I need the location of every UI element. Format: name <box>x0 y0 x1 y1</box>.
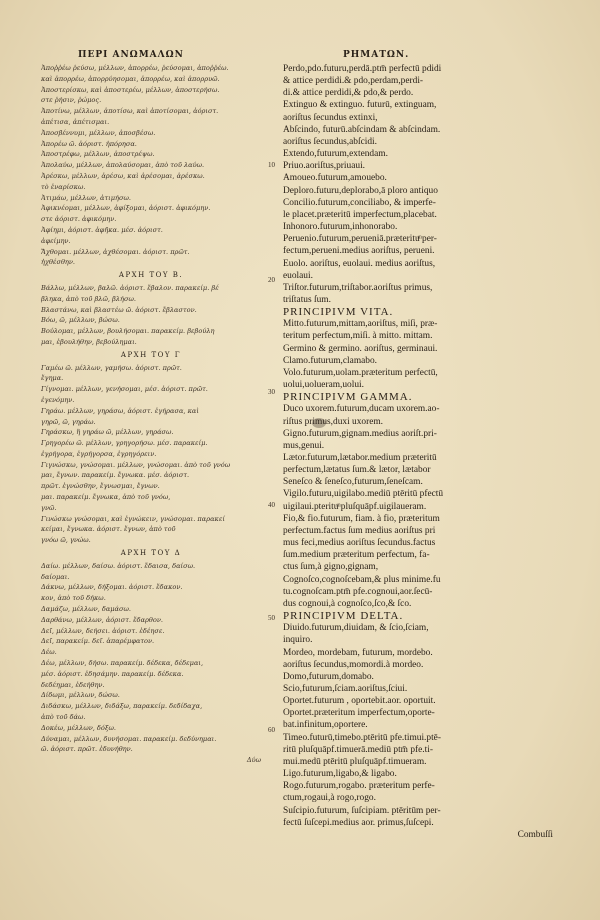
latin-text-line: Extinguo & extinguo. futurū, extinguam, <box>283 100 437 111</box>
latin-text-line: Priuo.aoriſtus,priuaui. <box>283 161 366 172</box>
latin-text-line: Amoueo.futurum,amouebo. <box>283 173 387 184</box>
greek-text-line: δεδέημαι, ἐδεήθην. <box>41 680 105 689</box>
latin-text-line: ritū pluſquāpf.timuerā.mediū ptm̄ pfe.ti- <box>283 744 433 755</box>
greek-text-line: Δαρθάνω, μέλλων, ἀόριστ. ἔδαρθον. <box>41 615 163 624</box>
latin-text-line: Clamo.futurum,clamabo. <box>283 355 377 366</box>
latin-section-heading: PRINCIPIVM VITA. <box>283 306 394 319</box>
latin-text-line: tu.cognoſcam.ptm̄ pfe.cognoui,aor.ſecū- <box>283 586 433 597</box>
greek-text-line: ἀπὸ τοῦ δάω. <box>41 713 86 722</box>
greek-catchword: Δύω <box>246 756 261 765</box>
greek-text-line: Ἀφίημι, ἀόριστ. ἀφῆκα. μέσ. ἀόριστ. <box>41 225 163 234</box>
latin-text-line: uolui,uolueram,uolui. <box>283 380 364 391</box>
latin-text-line: Triſtor.futurum,triſtabor.aoriſtus primus, <box>283 282 433 293</box>
greek-text-line: γνόω ῶ, γνώω. <box>41 536 91 545</box>
greek-text-line: Βούλομαι, μέλλων, βουλήσομαι. παρακείμ. βεβούλη <box>41 327 215 336</box>
line-number: 10 <box>268 161 275 169</box>
latin-text-line: Perdo,pdo.futuru,perdā.ptm̄ perfectū pdidi <box>283 64 442 74</box>
greek-text-line: Δοκέω, μέλλων, δόξω. <box>41 723 116 732</box>
latin-text-line: Oportet.præteritum imperfectum,oporte- <box>283 708 435 719</box>
greek-text-line: Γηράω. μέλλων, γηράσω, ἀόριστ. ἐγήρασα, καὶ <box>41 406 199 415</box>
latin-section-heading: PRINCIPIVM DELTA. <box>283 610 404 623</box>
greek-text-line: Ἀφικνέομαι, μέλλων, ἀφίξομαι, ἀόριστ. ἀφικόμην. <box>41 204 211 213</box>
greek-text-line: γνῶ. <box>41 503 57 512</box>
latin-text-line: di.& attice perdidi,& pdo,& perdo. <box>283 88 414 99</box>
greek-text-line: ἐγρήγορα, ἐγρήγορσα, ἐγρηγόρειν. <box>41 449 157 458</box>
greek-text-line: Ἀτιμάω, μέλλων, ἀτιμήσω. <box>41 193 131 202</box>
latin-text-line: Peruenio.futurum,perueniā.præterituͫ per- <box>283 234 437 245</box>
greek-text-line: Ἀποστρέφω, μέλλων, ἀποστρέψω. <box>41 150 155 159</box>
latin-text-line: mui.medū ptēritū pluſquāpf.timueram. <box>283 756 427 767</box>
latin-text-line: dus cognoui,à cognoſco,ſco,& ſco. <box>283 598 412 609</box>
greek-text-line: Ἀπορέω ῶ. ἀόριστ. ἠπόρησα. <box>41 139 137 148</box>
greek-text-line: γηρῶ, ῶ, γηράω. <box>41 417 96 426</box>
greek-text-line: Γηράσκω, ἢ γηράω ῶ, μέλλων, γηράσω. <box>41 428 174 437</box>
latin-text-line: mus feci,medius aoriſtus ſecundus.factus <box>283 538 436 549</box>
greek-text-line: Ἄχθομαι. μέλλων, ἀχθέσομαι. ἀόριστ. πρῶτ. <box>41 247 190 256</box>
latin-text-line: Germino & germino. aoriſtus, germinaui. <box>283 343 438 354</box>
greek-section-heading: ΑΡΧΗ ΤΟΥ Δ <box>120 549 182 558</box>
running-header-left: ΠΕΡΙ ΑΝΩΜΑΛΩΝ <box>78 50 184 60</box>
latin-text-line: Cognoſco,cognoſcebam,& plus minime.fu <box>283 574 441 585</box>
latin-text-line: riſtus primus,duxi uxorem. <box>283 416 383 427</box>
greek-text-line: ἀπέτισα, ἀπέτισμαι. <box>41 117 110 126</box>
greek-text-line: στε ῥήσιν, ῥώμος. <box>41 96 102 105</box>
greek-text-line: Δαίω. μέλλων, δαίσω. ἀόριστ. ἔδαισα, δαίσω. <box>41 561 196 570</box>
greek-text-line: Διδάσκω, μέλλων, διδάξω, παρακείμ. δεδίδαχα, <box>41 702 203 711</box>
greek-text-line: Δαμάζω, μέλλων, δαμάσω. <box>41 605 131 614</box>
greek-text-line: Ἀρέσκω, μέλλων, ἀρέσω, καὶ ἀρέσομαι, ἀρέσκω. <box>41 171 205 180</box>
latin-text-line: Seneſco & ſeneſco,futurum,ſeneſcam. <box>283 477 423 488</box>
line-number: 20 <box>268 276 275 284</box>
latin-text-line: inquiro. <box>283 635 313 646</box>
line-number: 40 <box>268 501 275 509</box>
greek-text-line: δαίομαι. <box>41 572 70 581</box>
latin-text-line: & attice perdidi.& pdo,perdam,perdi- <box>283 76 424 87</box>
greek-text-line: καὶ ἀπορρέω, ἀπορρύησομαι, ἀπορρέω, καὶ ἀπορρυῶ. <box>41 74 220 83</box>
greek-section-heading: ΑΡΧΗ ΤΟΥ Β. <box>118 271 184 280</box>
latin-text-line: Domo,futurum,domabo. <box>283 671 374 682</box>
latin-text-line: uigilaui.pterituͫ pluſquāpf.uigilaueram. <box>283 501 427 512</box>
greek-text-line: Δάκνω, μέλλων, δήξομαι. ἀόριστ. ἔδακον. <box>41 583 183 592</box>
greek-text-line: ἀφείμην. <box>41 236 71 245</box>
latin-text-line: Lætor.futurum,lætabor.medium præteritū <box>283 453 437 463</box>
greek-text-line: Γρηγορέω ῶ. μέλλων, γρηγορήσω. μέσ. παρακείμ. <box>41 439 208 448</box>
latin-text-line: Oportet.futurum , oportebit.aor. oportuit. <box>283 696 436 707</box>
latin-text-line: ſum.medium præteritum perfectum, fa- <box>283 550 430 561</box>
greek-text-line: Δεῖ, παρακείμ. δεῖ. ἀπαρέμφατον. <box>41 637 155 646</box>
latin-text-line: le placet.præteritū imperfectum,placebat. <box>283 209 437 220</box>
greek-text-line: Ἀποστερίσκω, καὶ ἀποστερέω, μέλλων, ἀποστερήσω. <box>41 85 220 94</box>
latin-text-line: Scio,futurum,ſciam.aoriſtus,ſciui. <box>283 683 408 694</box>
latin-text-line: ctus ſum,à gigno,gignam, <box>283 562 379 573</box>
greek-text-line: Γίγνομαι. μέλλων, γενήσομαι, μέσ. ἀόριστ. πρῶτ. <box>41 385 208 394</box>
latin-text-line: aoriſtus ſecundus,momordi.à mordeo. <box>283 659 424 670</box>
greek-text-line: ἐγενόμην. <box>41 395 75 404</box>
greek-text-line: Βόω, ῶ, μέλλων, βώσω. <box>41 316 120 325</box>
greek-text-line: Γινώσκω γνώσομαι, καὶ ἐγνώκειν, γνώσομαι. παρακεί <box>41 514 226 523</box>
latin-text-line: fectum,perueni.medius aoriſtus, perueni. <box>283 246 435 257</box>
latin-text-line: ctum,rogaui,à rogo,rogo. <box>283 793 376 804</box>
greek-text-line: στε ἀόριστ. ἀφικόμην. <box>41 215 117 224</box>
greek-text-line: Ἀποτίνω, μέλλων, ἀποτίσω, καὶ ἀποτίσομαι, ἀόριστ. <box>41 107 219 116</box>
latin-text-line: Inhonoro.futurum,inhonorabo. <box>283 222 398 233</box>
greek-text-line: μαι. παρακείμ. ἔγνωκα, ἀπὸ τοῦ γνόω, <box>41 493 171 502</box>
greek-text-line: πρῶτ. ἐγνώσθην, ἔγνωσμαι, ἔγνων. <box>41 482 160 491</box>
greek-text-line: Δέω. <box>41 648 57 657</box>
latin-text-line: Concilio.futurum,conciliabo, & imperfe- <box>283 197 436 208</box>
greek-text-line: Ἀποσβέννυμι, μέλλων, ἀποσβέσω. <box>41 128 156 137</box>
greek-text-line: μέσ. ἀόριστ. ἐδησάμην. παρακείμ. δέδεκα. <box>41 669 184 678</box>
latin-text-line: Duco uxorem.futurum,ducam uxorem.ao- <box>283 404 440 415</box>
greek-text-line: Βλαστάνω, καὶ βλαστέω ῶ. ἀόριστ. ἔβλαστον. <box>41 305 197 314</box>
latin-text-line: euolaui. <box>283 270 313 281</box>
latin-text-line: perfectum,lætatus ſum.& lætor, lætabor <box>283 465 431 476</box>
greek-text-line: τὸ ἐναρίσκω. <box>41 182 86 191</box>
greek-text-line: Γαμέω ῶ. μέλλων, γαμήσω. ἀόριστ. πρῶτ. <box>41 363 182 372</box>
greek-text-line: κον, ἀπὸ τοῦ δήκω. <box>41 594 106 603</box>
running-header-right: ΡΗΜΑΤΩΝ. <box>343 50 410 60</box>
latin-text-line: bat.infinitum,oportere. <box>283 720 368 731</box>
line-number: 30 <box>268 388 275 396</box>
latin-text-line: fectū ſuſcepi.medius aor. primus,ſuſcepi. <box>283 817 434 828</box>
latin-text-line: Deploro.futuru,deplorabo,ā ploro antiquo <box>283 185 438 196</box>
latin-section-heading: PRINCIPIVM GAMMA. <box>283 391 413 404</box>
latin-column <box>283 63 553 841</box>
latin-text-line: aoriſtus ſecundus extinxi, <box>283 112 378 123</box>
greek-text-line: ἔγημα. <box>41 374 64 383</box>
latin-text-line: Ligo.futurum,ligabo,& ligabo. <box>283 769 397 780</box>
greek-text-line: κείμαι, ἔγνωκα. ἀόριστ. ἔγνων, ἀπὸ τοῦ <box>41 525 176 534</box>
latin-text-line: Abſcindo, futurū.abſcindam & abſcindam. <box>283 124 441 135</box>
greek-text-line: Γιγνώσκω, γνώσομαι. μέλλων, γνώσομαι. ἀπὸ τοῦ γνόω <box>41 460 231 469</box>
latin-text-line: Mitto.futurum,mittam,aoriſtus, miſi, præ- <box>283 319 438 330</box>
latin-text-line: perfectum.factus ſum medius aoriſtus pri <box>283 525 436 536</box>
greek-text-line: Ἀποῤῥέω ῥεύσω, μέλλων, ἀπορρέω, ῥεύσομαι, ἀποῤῥέω. <box>41 64 229 72</box>
latin-text-line: Diuido.futurum,diuidam, & ſcio,ſciam, <box>283 623 429 634</box>
latin-text-line: Gigno.futurum,gignam.medius aoriſt.pri- <box>283 428 437 439</box>
latin-catchword: Combuſſi <box>517 829 553 840</box>
greek-text-line: Δίδωμι, μέλλων, δώσω. <box>41 691 120 700</box>
greek-text-line: Δεῖ, μέλλων, δεήσει. ἀόριστ. ἐδέησε. <box>41 626 165 635</box>
latin-text-line: Mordeo, mordebam, futurum, mordebo. <box>283 647 433 658</box>
greek-text-line: Δύναμαι, μέλλων, δυνήσομαι. παρακείμ. δεδύνημαι. <box>41 734 217 743</box>
latin-text-line: Euolo. aoriſtus, euolaui. medius aoriſtus, <box>283 258 436 269</box>
greek-column <box>41 63 261 766</box>
latin-text-line: Timeo.futurū,timebo.ptēritū pfe.timui.ptē- <box>283 732 441 743</box>
latin-text-line: Rogo.futurum,rogabo. præteritum perfe- <box>283 781 435 792</box>
latin-text-line: Extendo,futurum,extendam. <box>283 149 388 160</box>
latin-text-line: Volo.futurum,uolam.præteritum perfectū, <box>283 367 438 378</box>
latin-text-line: teritum perfectum,miſi. à mitto. mittam. <box>283 331 433 342</box>
greek-text-line: Βάλλω, μέλλων, βαλῶ. ἀόριστ. ἔβαλον. παρακείμ. βέ <box>41 283 219 292</box>
latin-text-line: Vigilo.futuru,uigilabo.mediū ptēritū pfectū <box>283 489 444 500</box>
greek-section-heading: ΑΡΧΗ ΤΟΥ Γ <box>120 350 182 359</box>
greek-text-line: μαι, ἐβουλήθην, βεβούλημαι. <box>41 337 137 346</box>
ink-blot <box>312 418 326 428</box>
line-number: 50 <box>268 614 275 622</box>
greek-text-line: Ἀπολαύω, μέλλων, ἀπολαύσομαι, ἀπὸ τοῦ λαύω. <box>41 161 205 170</box>
line-number: 60 <box>268 726 275 734</box>
greek-text-line: ἠχθέσθην. <box>41 258 75 267</box>
greek-text-line: μαι, ἔγνων. παρακείμ. ἔγνωκα. μέσ. ἀόριστ. <box>41 471 190 480</box>
greek-text-line: ῶ. ἀόριστ. πρῶτ. ἐδυνήθην. <box>41 745 133 754</box>
latin-text-line: Fio,& fio.futurum, fiam. à fio, præteritum <box>283 513 440 524</box>
greek-text-line: Δέω, μέλλων, δήσω. παρακείμ. δέδεκα, δέδεμαι, <box>41 659 204 668</box>
latin-text-line: Suſcipio.futurum, ſuſcipiam. ptēritūm per- <box>283 805 441 816</box>
latin-text-line: triſtatus ſum. <box>283 294 331 305</box>
greek-text-line: βληκα, ἀπὸ τοῦ βλῶ, βλήσω. <box>41 294 136 303</box>
latin-text-line: aoriſtus ſecundus,abſcidi. <box>283 136 377 147</box>
latin-text-line: mus,genui. <box>283 440 325 451</box>
